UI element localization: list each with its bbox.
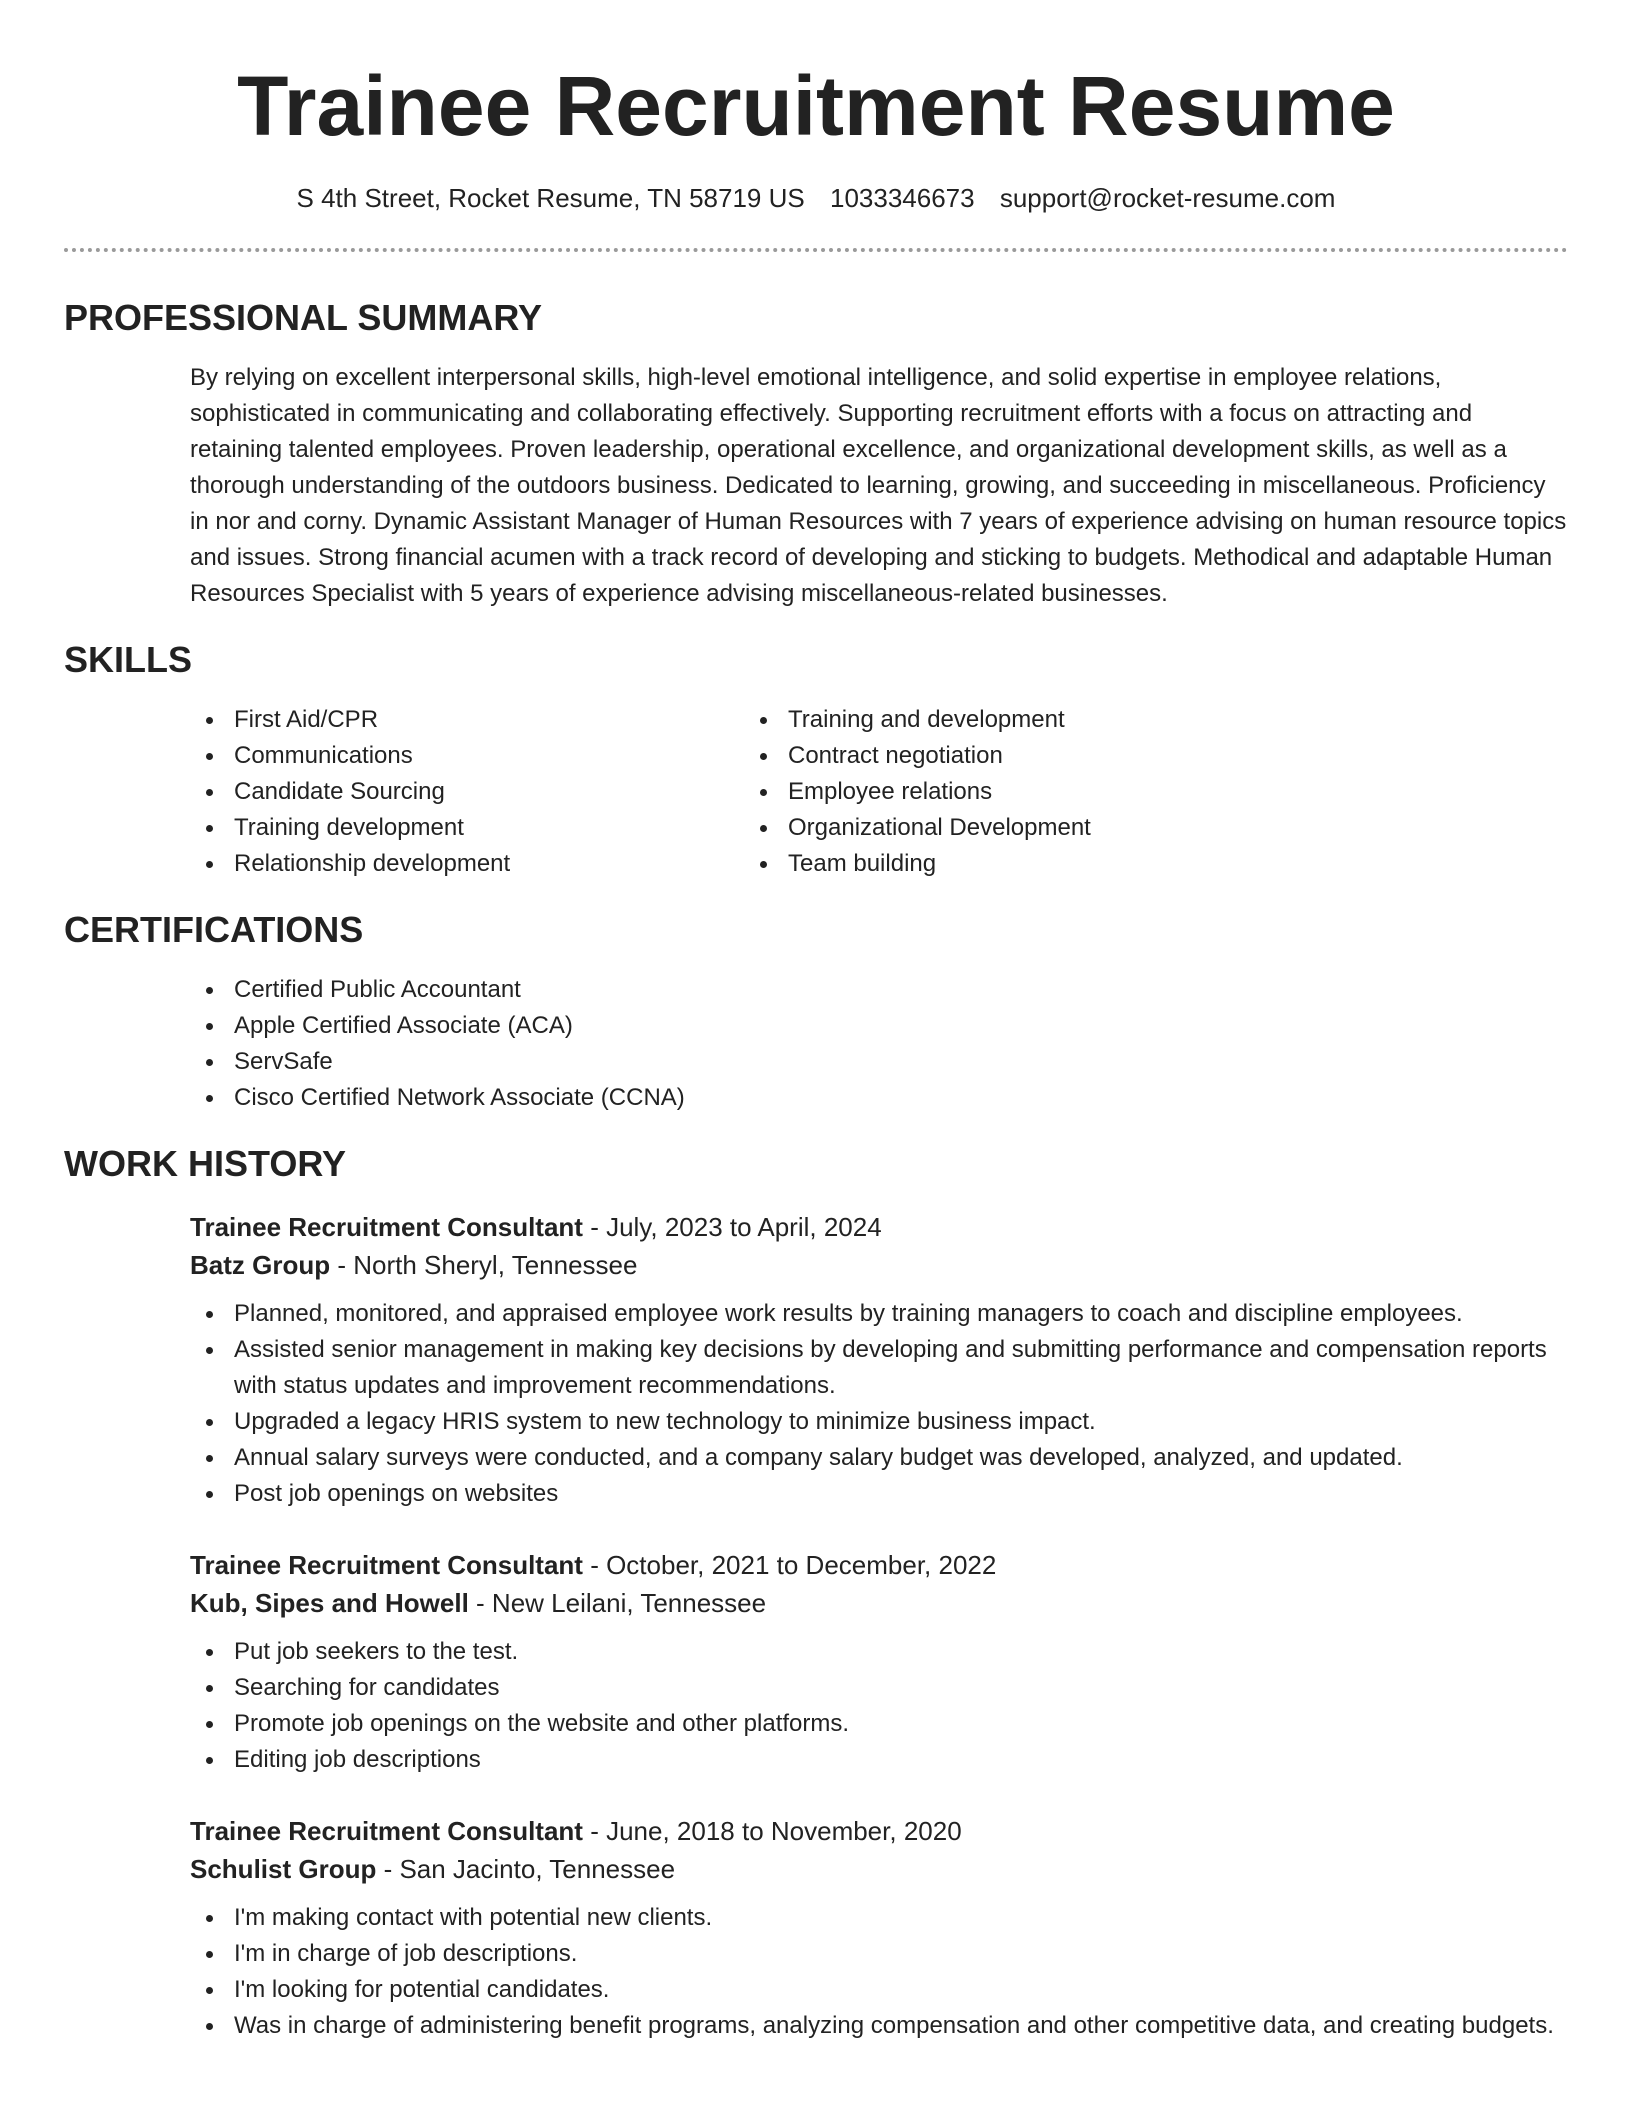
contact-address: S 4th Street, Rocket Resume, TN 58719 US <box>296 183 805 213</box>
job-bullet: Promote job openings on the website and other platforms. <box>190 1706 1568 1742</box>
contact-email: support@rocket-resume.com <box>999 183 1336 213</box>
resume-title: Trainee Recruitment Resume <box>237 59 1395 153</box>
skill-item: Employee relations <box>744 774 1424 810</box>
job-responsibilities <box>190 1634 1568 1778</box>
job-bullet: I'm making contact with potential new clients. <box>190 1900 1568 1936</box>
job-entry <box>190 1812 1568 2044</box>
resume-page <box>64 0 1568 2044</box>
skill-item: Communications <box>190 738 744 774</box>
certifications-list <box>64 972 1568 1116</box>
job-bullet: Planned, monitored, and appraised employee work results by training managers to coach and discipline employees. <box>190 1296 1568 1332</box>
job-company: Batz Group <box>190 1250 331 1280</box>
job-bullet: Assisted senior management in making key decisions by developing and submitting performance and compensation reports with status updates and improvement recommendations. <box>190 1332 1568 1404</box>
skill-item: Contract negotiation <box>744 738 1424 774</box>
job-responsibilities <box>190 1296 1568 1512</box>
job-company-line <box>190 1246 1568 1284</box>
job-location: - San Jacinto, Tennessee <box>376 1854 676 1884</box>
job-dates: - June, 2018 to November, 2020 <box>582 1816 962 1846</box>
job-company: Kub, Sipes and Howell <box>190 1588 469 1618</box>
job-title: Trainee Recruitment Consultant <box>190 1550 583 1580</box>
job-responsibilities <box>190 1900 1568 2044</box>
job-company: Schulist Group <box>190 1854 377 1884</box>
job-company-line <box>190 1584 1568 1622</box>
job-location: - North Sheryl, Tennessee <box>330 1250 638 1280</box>
skill-item: Team building <box>744 846 1424 882</box>
job-bullet: Searching for candidates <box>190 1670 1568 1706</box>
job-bullet: I'm looking for potential candidates. <box>190 1972 1568 2008</box>
skill-item: First Aid/CPR <box>190 702 744 738</box>
job-bullet: Post job openings on websites <box>190 1476 1568 1512</box>
certification-item: Certified Public Accountant <box>190 972 1568 1008</box>
work-history-heading: WORK HISTORY <box>64 1143 347 1184</box>
skill-item: Candidate Sourcing <box>190 774 744 810</box>
job-title: Trainee Recruitment Consultant <box>190 1816 583 1846</box>
skill-item: Training and development <box>744 702 1424 738</box>
skills-column-left <box>64 702 744 882</box>
job-title: Trainee Recruitment Consultant <box>190 1212 583 1242</box>
job-entry <box>190 1546 1568 1778</box>
job-bullet: Was in charge of administering benefit programs, analyzing compensation and other competitive data, and creating budgets. <box>190 2008 1568 2044</box>
job-dates: - October, 2021 to December, 2022 <box>582 1550 997 1580</box>
summary-heading: PROFESSIONAL SUMMARY <box>64 297 543 338</box>
certifications-heading: CERTIFICATIONS <box>64 909 364 950</box>
skill-item: Relationship development <box>190 846 744 882</box>
skills-column-right <box>744 702 1424 882</box>
job-dates: - July, 2023 to April, 2024 <box>582 1212 882 1242</box>
job-company-line <box>190 1850 1568 1888</box>
job-title-line <box>190 1812 1568 1850</box>
job-title-line <box>190 1546 1568 1584</box>
job-bullet: Put job seekers to the test. <box>190 1634 1568 1670</box>
certification-item: ServSafe <box>190 1044 1568 1080</box>
job-bullet: Editing job descriptions <box>190 1742 1568 1778</box>
contact-phone: 1033346673 <box>829 183 975 213</box>
certification-item: Cisco Certified Network Associate (CCNA) <box>190 1080 1568 1116</box>
skill-item: Training development <box>190 810 744 846</box>
job-entry <box>190 1208 1568 1512</box>
summary-text: By relying on excellent interpersonal skills, high-level emotional intelligence, and solid expertise in employee relations, sophisticated in communicating and collaborating effectively. Supporting recruitment efforts with a focus on attracting and retaining talented employees. Proven leadership, operational excellence, and organizational development skills, as well as a thorough understanding of the outdoors business. Dedicated to learning, growing, and succeeding in miscellaneous. Proficiency in nor and corny. Dynamic Assistant Manager of Human Resources with 7 years of experience advising on human resource topics and issues. Strong financial acumen with a track record of developing and sticking to budgets. Methodical and adaptable Human Resources Specialist with 5 years of experience advising miscellaneous-related businesses. <box>190 364 1567 607</box>
job-bullet: I'm in charge of job descriptions. <box>190 1936 1568 1972</box>
skills-list <box>64 702 1568 882</box>
job-location: - New Leilani, Tennessee <box>468 1588 767 1618</box>
header-divider <box>64 248 1568 252</box>
certification-item: Apple Certified Associate (ACA) <box>190 1008 1568 1044</box>
job-bullet: Upgraded a legacy HRIS system to new technology to minimize business impact. <box>190 1404 1568 1440</box>
job-title-line <box>190 1208 1568 1246</box>
skill-item: Organizational Development <box>744 810 1424 846</box>
contact-info <box>64 182 1568 214</box>
job-bullet: Annual salary surveys were conducted, and a company salary budget was developed, analyzed, and updated. <box>190 1440 1568 1476</box>
skills-heading: SKILLS <box>64 639 193 680</box>
